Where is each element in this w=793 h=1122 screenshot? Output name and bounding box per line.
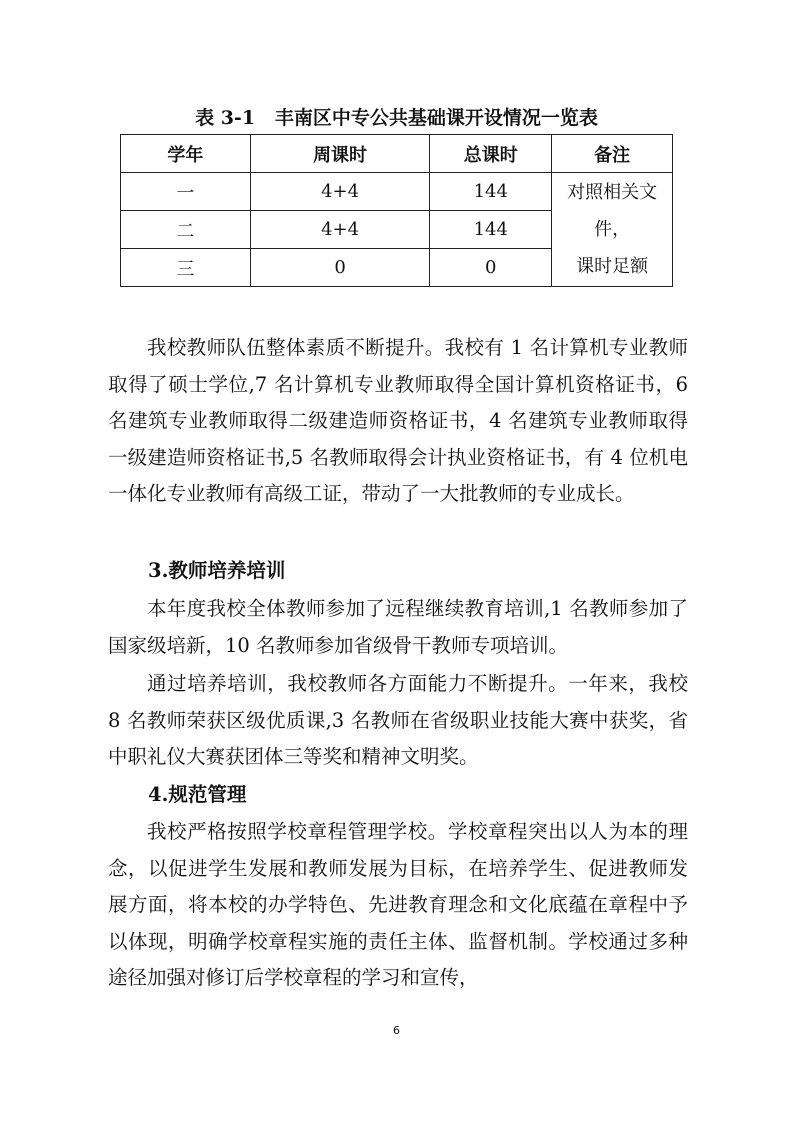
- paragraph-teacher-quality: 我校教师队伍整体素质不断提升。我校有 1 名计算机专业教师取得了硕士学位,7 名计算机专业教师取得全国计算机资格证书，6 名建筑专业教师取得二级建造师资格证书，4 名建筑专业教师取得一级建造师资格证书,5 名教师取得会计执业资格证书，有 4 位机电一体化专业教师有高级工证，带动了一大批教师的专业成长。: [108, 336, 688, 505]
- header-cell: 学年: [121, 135, 251, 173]
- paragraph-training: 本年度我校全体教师参加了远程继续教育培训,1 名教师参加了国家级培新，10 名教师参加省级骨干教师专项培训。: [108, 597, 688, 657]
- table-header-row: [121, 135, 673, 173]
- table-cell: 一: [121, 173, 251, 211]
- course-table: [120, 134, 673, 287]
- table-row: [121, 173, 673, 211]
- table-caption: 表 3-1 丰南区中专公共基础课开设情况一览表: [195, 107, 598, 129]
- remark-cell: [552, 173, 673, 287]
- table-cell: 二: [121, 211, 251, 249]
- table-cell: 144: [430, 211, 552, 249]
- remark-line: 课时足额: [576, 256, 649, 277]
- page-number: 6: [393, 1024, 400, 1037]
- table-cell: 4+4: [250, 211, 430, 249]
- section-heading-training: 3.教师培养培训: [148, 559, 286, 582]
- header-cell: 总课时: [430, 135, 552, 173]
- table-cell: 三: [121, 249, 251, 287]
- table-cell: 0: [250, 249, 430, 287]
- table-cell: 4+4: [250, 173, 430, 211]
- paragraph-training-results: 通过培养培训，我校教师各方面能力不断提升。一年来，我校 8 名教师荣获区级优质课,3 名教师在省级职业技能大赛中获奖，省中职礼仪大赛获团体三等奖和精神文明奖。: [108, 672, 688, 768]
- remark-line: 对照相关文: [567, 182, 658, 203]
- section-heading-management: 4.规范管理: [148, 783, 247, 806]
- paragraph-management: 我校严格按照学校章程管理学校。学校章程突出以人为本的理念，以促进学生发展和教师发展为目标，在培养学生、促进教师发展方面，将本校的办学特色、先进教育理念和文化底蕴在章程中予以体现，明确学校章程实施的责任主体、监督机制。学校通过多种途径加强对修订后学校章程的学习和宣传，: [108, 820, 688, 989]
- header-cell: 周课时: [250, 135, 430, 173]
- header-cell: 备注: [552, 135, 673, 173]
- remark-line: 件，: [594, 219, 631, 240]
- table-cell: 0: [430, 249, 552, 287]
- table-cell: 144: [430, 173, 552, 211]
